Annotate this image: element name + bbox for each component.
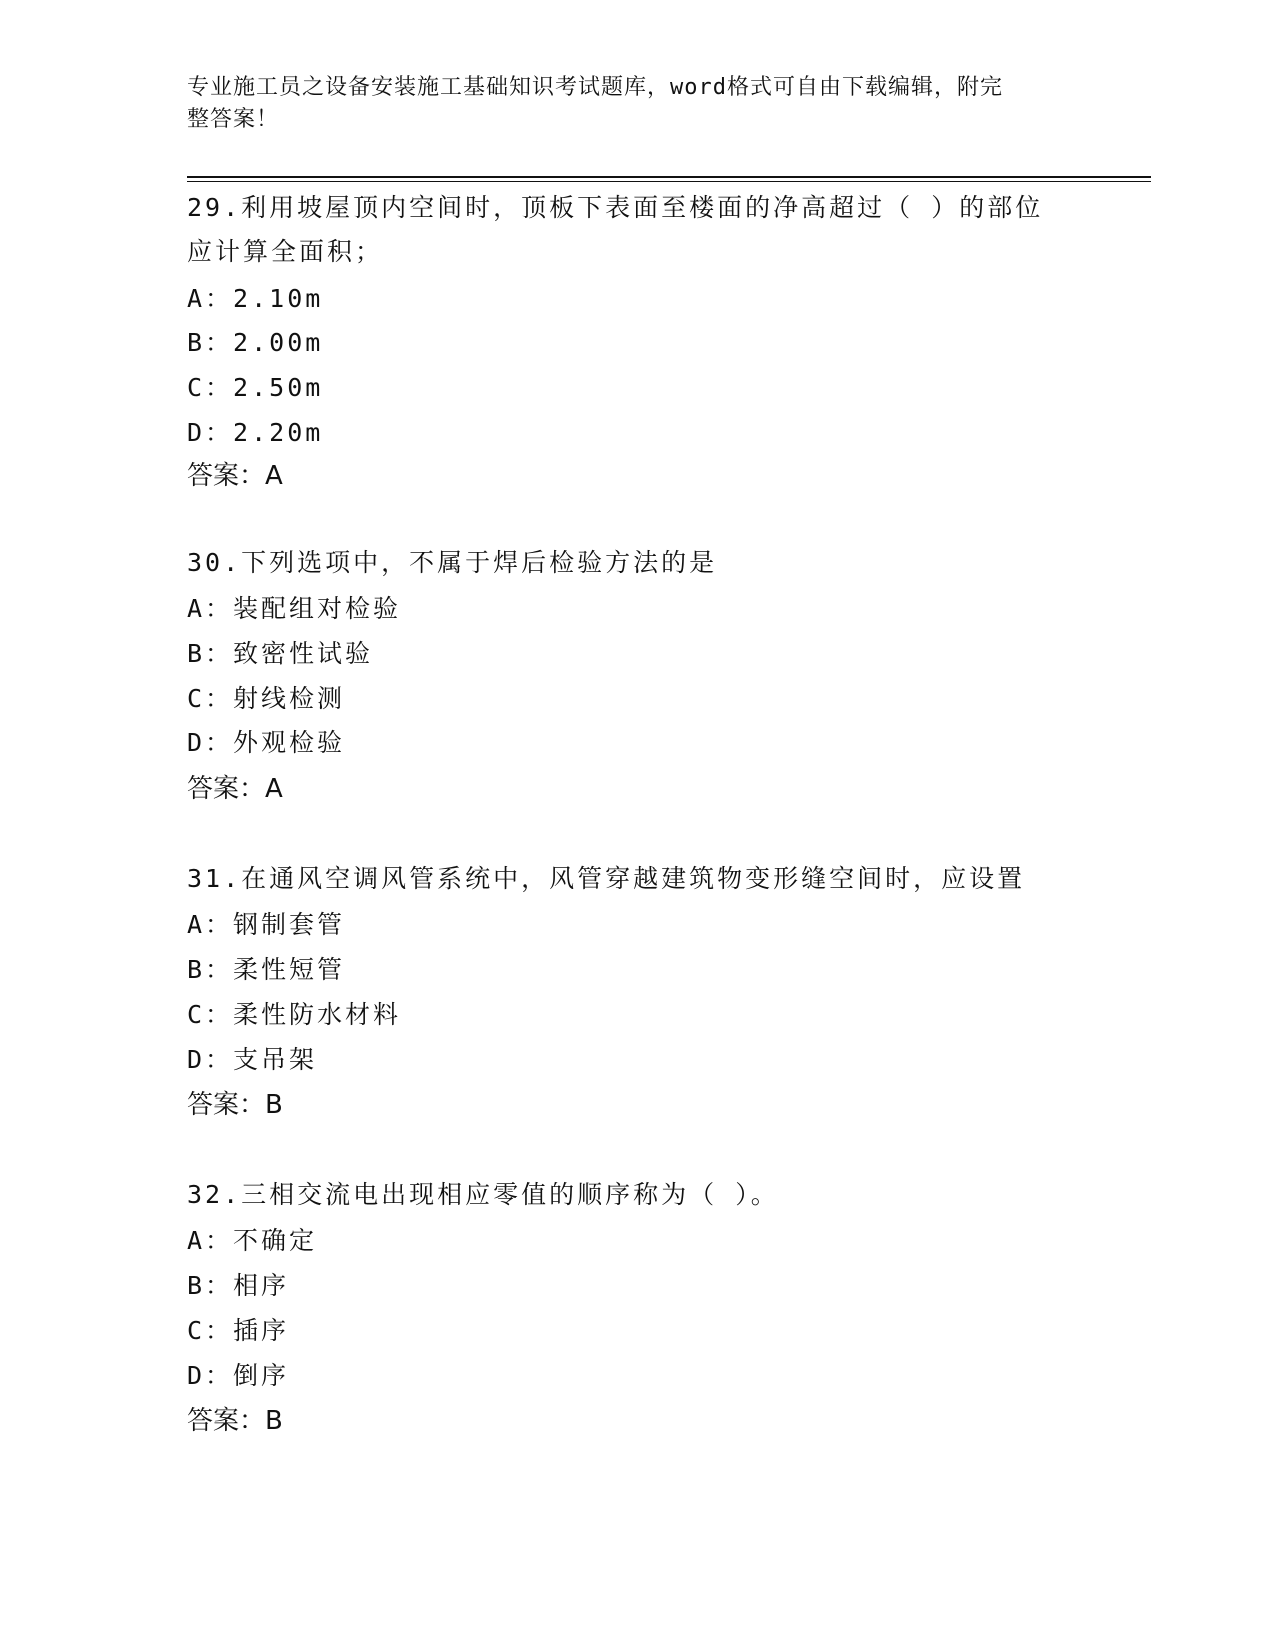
option-c: C：射线检测 <box>187 684 346 713</box>
header-divider-thick <box>187 176 1151 178</box>
question-stem: 31.在通风空调风管系统中，风管穿越建筑物变形缝空间时，应设置 <box>187 864 1026 893</box>
header-line-1: 专业施工员之设备安装施工基础知识考试题库，word格式可自由下载编辑，附完 <box>187 75 1003 100</box>
question-stem: 30.下列选项中，不属于焊后检验方法的是 <box>187 548 718 577</box>
option-b: B：柔性短管 <box>187 955 346 984</box>
document-header <box>187 72 1067 136</box>
option-b: B：相序 <box>187 1271 290 1300</box>
option-d: D：2.20m <box>187 418 324 447</box>
question-stem: 29.利用坡屋顶内空间时，顶板下表面至楼面的净高超过（ ）的部位 <box>187 193 1044 222</box>
answer: 答案：B <box>187 1090 283 1120</box>
option-a: A：不确定 <box>187 1226 318 1255</box>
option-b: B：2.00m <box>187 328 324 357</box>
option-c: C：柔性防水材料 <box>187 1000 402 1029</box>
option-d: D：支吊架 <box>187 1045 318 1074</box>
answer: 答案：A <box>187 461 283 491</box>
answer: 答案：A <box>187 774 283 804</box>
option-a: A：钢制套管 <box>187 910 346 939</box>
header-divider-thin <box>187 181 1151 182</box>
option-b: B：致密性试验 <box>187 639 374 668</box>
header-line-2: 整答案！ <box>187 107 280 132</box>
option-a: A：2.10m <box>187 284 324 313</box>
question-stem-continued: 应计算全面积； <box>187 237 384 266</box>
option-d: D：外观检验 <box>187 728 346 757</box>
question-stem: 32.三相交流电出现相应零值的顺序称为（ ）。 <box>187 1180 779 1209</box>
option-d: D：倒序 <box>187 1361 290 1390</box>
option-c: C：2.50m <box>187 373 324 402</box>
option-a: A：装配组对检验 <box>187 594 402 623</box>
answer: 答案：B <box>187 1406 283 1436</box>
option-c: C：插序 <box>187 1316 290 1345</box>
